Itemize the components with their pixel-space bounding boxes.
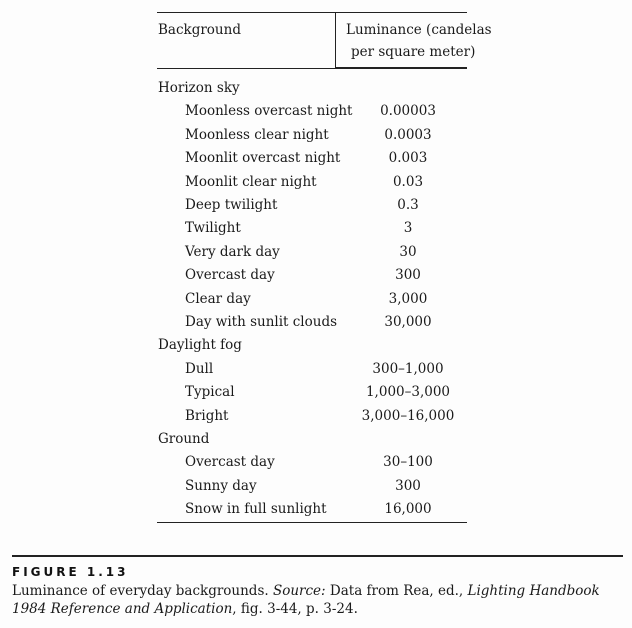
header-bottom-rule-left (157, 68, 335, 69)
row-label: Clear day (185, 290, 251, 307)
row-luminance-value: 3,000 (388, 290, 428, 307)
caption-source-text: Data from Rea, ed., (329, 583, 464, 599)
caption-text: Luminance of everyday backgrounds. (12, 583, 269, 599)
row-luminance-value: 0.003 (388, 150, 428, 167)
group-label: Daylight fog (158, 337, 242, 354)
table-group-row (158, 334, 478, 357)
row-label: Dull (185, 360, 214, 377)
group-label: Ground (158, 431, 210, 447)
header-bottom-rule-right (335, 67, 467, 69)
table-row (158, 405, 478, 428)
table-group-row (158, 428, 478, 451)
table-row (158, 217, 478, 240)
table-row (158, 124, 478, 147)
row-luminance-value: 30–100 (383, 454, 433, 471)
row-label: Sunny day (185, 477, 257, 494)
row-luminance-value: 3,000–16,000 (361, 407, 455, 424)
row-luminance-value: 0.3 (397, 197, 419, 213)
caption-reference: , fig. 3-44, p. 3-24. (232, 601, 358, 617)
row-label: Typical (185, 384, 235, 401)
header-luminance-line2: per square meter) (351, 44, 476, 60)
row-label: Twilight (185, 220, 241, 237)
table-row (158, 311, 478, 334)
table-row (158, 194, 478, 217)
header-luminance-line1: Luminance (candelas (346, 22, 492, 38)
row-luminance-value: 300 (395, 267, 421, 284)
row-label: Day with sunlit clouds (185, 314, 338, 330)
row-label: Moonless clear night (185, 126, 329, 143)
table-row (158, 171, 478, 194)
row-luminance-value: 0.00003 (380, 103, 436, 120)
table-group-row (158, 77, 478, 100)
table-row (158, 264, 478, 287)
row-label: Overcast day (185, 267, 275, 284)
table-row (158, 100, 478, 123)
table-row (158, 451, 478, 474)
row-luminance-value: 300–1,000 (372, 360, 444, 377)
table-row (158, 358, 478, 381)
row-label: Deep twilight (185, 197, 278, 213)
row-luminance-value: 3 (403, 220, 413, 237)
row-label: Snow in full sunlight (185, 501, 327, 518)
header-background: Background (158, 22, 241, 38)
figure-rule (12, 555, 623, 557)
row-luminance-value: 30,000 (384, 314, 432, 330)
row-luminance-value: 30 (399, 243, 417, 260)
group-label: Horizon sky (158, 80, 240, 96)
table-bottom-rule (157, 522, 467, 523)
caption-source-label: Source: (272, 583, 326, 599)
row-luminance-value: 0.03 (392, 173, 424, 190)
row-luminance-value: 16,000 (384, 501, 432, 518)
row-label: Moonlit overcast night (185, 150, 341, 167)
row-luminance-value: 0.0003 (384, 126, 432, 143)
table-row (158, 475, 478, 498)
figure-label: FIGURE 1.13 (12, 565, 129, 579)
row-label: Overcast day (185, 454, 275, 471)
table-row (158, 381, 478, 404)
caption-book-title: Lighting Handbook 1984 Reference and Application (12, 583, 600, 617)
table-row (158, 241, 478, 264)
row-label: Moonlit clear night (185, 173, 317, 190)
row-label: Very dark day (185, 243, 280, 260)
header-column-divider (335, 12, 336, 68)
table-row (158, 288, 478, 311)
row-label: Moonless overcast night (185, 103, 353, 120)
figure-caption (12, 582, 627, 618)
row-luminance-value: 300 (395, 477, 421, 494)
row-luminance-value: 1,000–3,000 (365, 384, 451, 401)
table-row (158, 498, 478, 521)
table-row (158, 147, 478, 170)
row-label: Bright (185, 407, 229, 424)
table-top-rule (157, 12, 467, 13)
